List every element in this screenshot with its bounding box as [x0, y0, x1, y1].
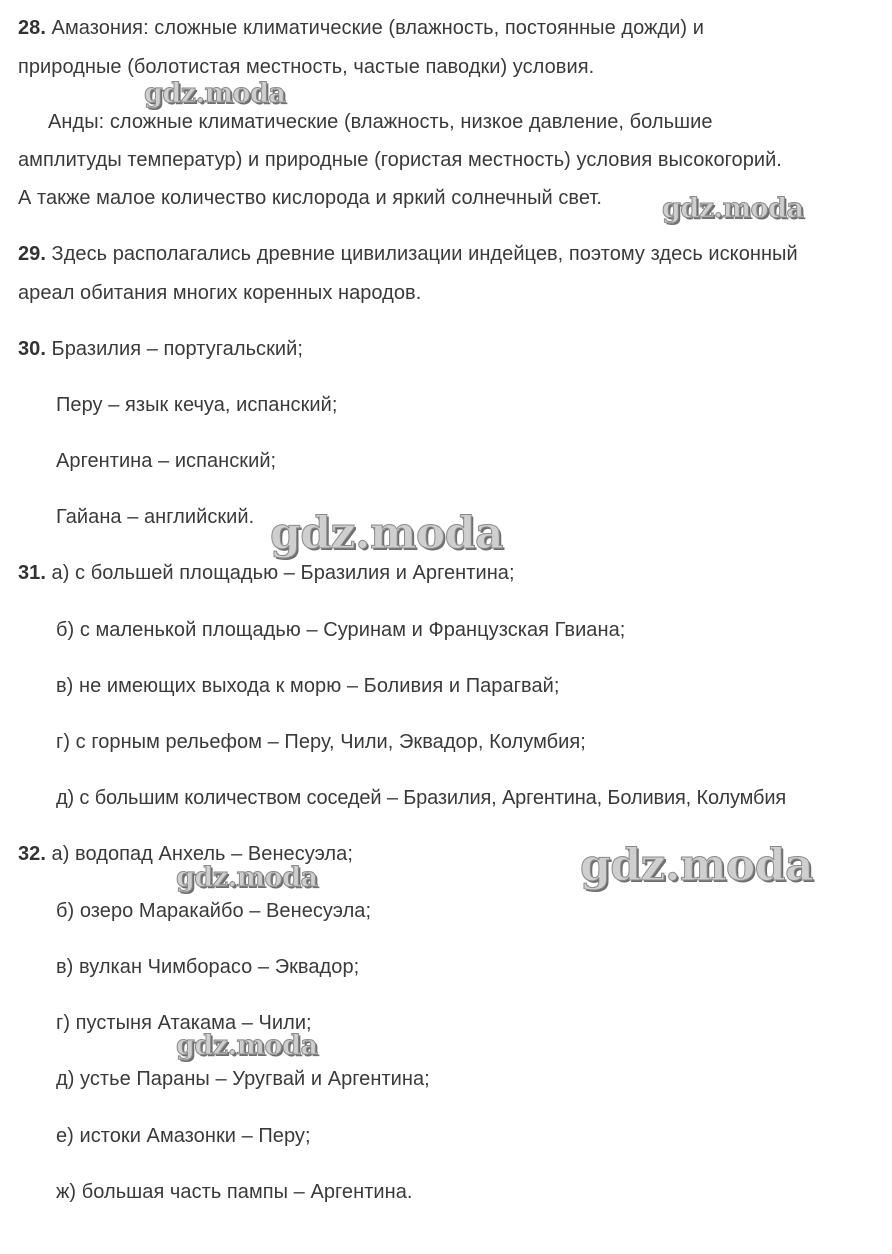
answer-29-text-1: Здесь располагались древние цивилизации индейцев, поэтому здесь исконный: [45, 243, 798, 265]
answer-30-line-4: Гайана – английский.: [56, 506, 255, 528]
answer-32-line-7: ж) большая часть пампы – Аргентина.: [56, 1181, 413, 1203]
answer-28-text-1: Амазония: сложные климатические (влажность, постоянные дожди) и: [45, 17, 704, 39]
watermark-logo: gdz.moda: [176, 1030, 318, 1061]
answer-28-line-5: А также малое количество кислорода и яркий солнечный свет.: [18, 187, 602, 209]
answer-number-28: 28.: [18, 17, 46, 39]
answer-number-29: 29.: [18, 243, 46, 265]
answer-31-line-5: д) с большим количеством соседей – Бразилия, Аргентина, Боливия, Колумбия: [56, 787, 787, 809]
answer-31-line-3: в) не имеющих выхода к морю – Боливия и Парагвай;: [56, 675, 560, 697]
answer-28-line-3: Анды: сложные климатические (влажность, низкое давление, большие: [48, 111, 713, 133]
watermark-logo: gdz.moda: [176, 862, 318, 893]
answer-29-line-1: [18, 242, 798, 266]
answer-31-text-1: а) с большей площадью – Бразилия и Аргентина;: [45, 562, 515, 584]
answer-28-line-2: природные (болотистая местность, частые паводки) условия.: [18, 56, 595, 78]
answer-30-line-1: [18, 337, 303, 361]
answer-28-line-1: [18, 16, 704, 40]
answer-30-text-1: Бразилия – португальский;: [45, 338, 303, 360]
answer-31-line-2: б) с маленькой площадью – Суринам и Французская Гвиана;: [56, 619, 626, 641]
answer-number-31: 31.: [18, 562, 46, 584]
answer-30-line-3: Аргентина – испанский;: [56, 450, 277, 472]
watermark-logo: gdz.moda: [144, 78, 286, 109]
watermark-logo: gdz.moda: [580, 840, 814, 891]
answer-32-line-5: д) устье Параны – Уругвай и Аргентина;: [56, 1068, 430, 1090]
answer-28-line-4: амплитуды температур) и природные (гористая местность) условия высокогорий.: [18, 149, 782, 171]
answer-32-line-6: е) истоки Амазонки – Перу;: [56, 1125, 311, 1147]
answer-29-line-2: ареал обитания многих коренных народов.: [18, 282, 422, 304]
answer-number-30: 30.: [18, 338, 46, 360]
watermark-logo: gdz.moda: [270, 508, 504, 559]
answer-31-line-1: [18, 561, 515, 585]
answer-32-text-1: а) водопад Анхель – Венесуэла;: [45, 843, 353, 865]
answer-31-line-4: г) с горным рельефом – Перу, Чили, Эквадор, Колумбия;: [56, 731, 586, 753]
answer-32-line-3: в) вулкан Чимборасо – Эквадор;: [56, 956, 360, 978]
answer-number-32: 32.: [18, 843, 46, 865]
watermark-logo: gdz.moda: [662, 193, 804, 224]
answer-32-line-4: г) пустыня Атакама – Чили;: [56, 1012, 312, 1034]
answer-32-line-2: б) озеро Маракайбо – Венесуэла;: [56, 900, 372, 922]
answer-32-line-1: [18, 842, 353, 866]
answer-30-line-2: Перу – язык кечуа, испанский;: [56, 394, 338, 416]
